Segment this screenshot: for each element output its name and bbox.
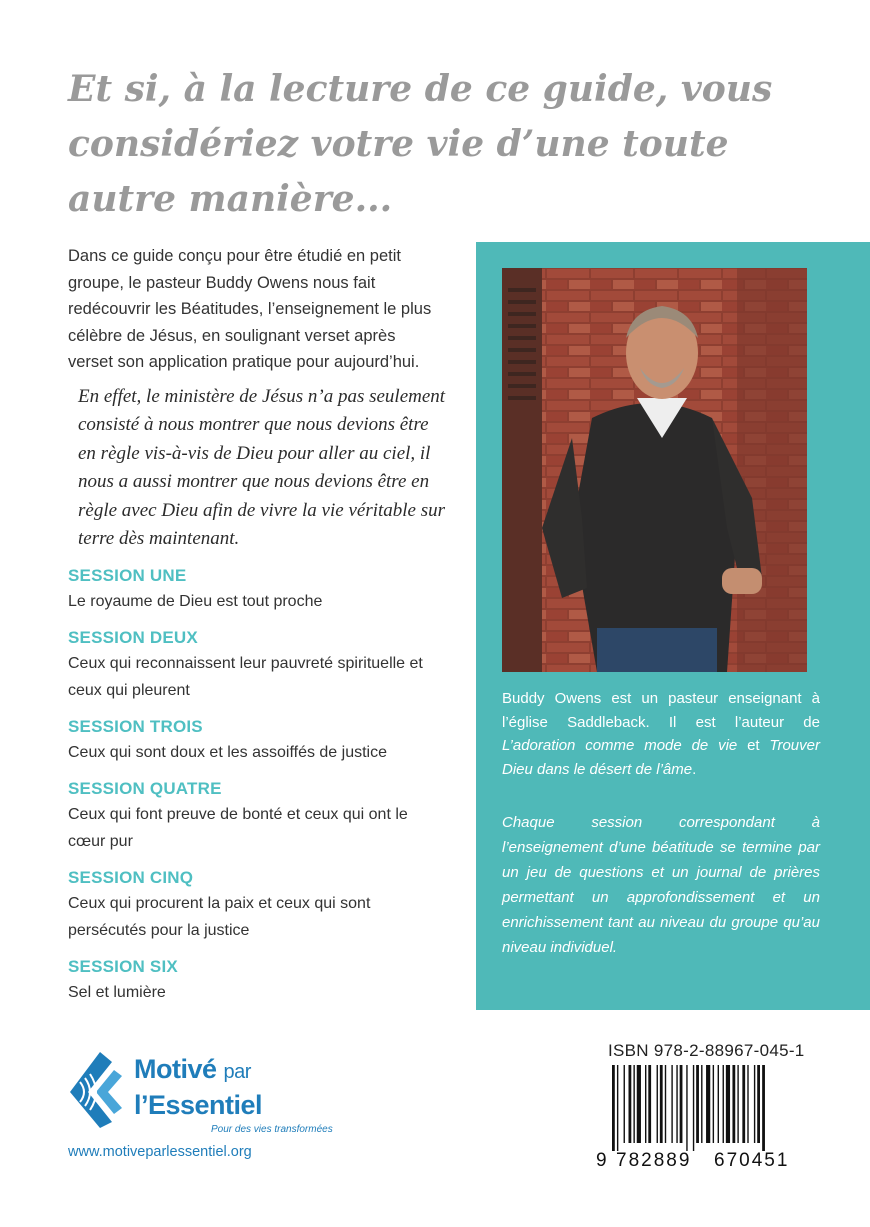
barcode-bar [701,1065,702,1143]
session-title: SESSION SIX [68,956,178,976]
barcode-bar [747,1065,748,1143]
pull-quote: En effet, le ministère de Jésus n’a pas seulement consisté à nous montrer que nous devions être en règle vis-à-vis de Dieu pour aller au ciel, il nous a aussi montrer que nous devions être en règle avec Dieu afin de vivre la vie véritable sur terre dès maintenant. [78,385,446,549]
barcode-bar [754,1065,755,1143]
barcode-bar [624,1065,625,1143]
barcode-bar [762,1065,765,1151]
barcode-digits-right: 670451 [714,1150,790,1171]
barcode-bar [633,1065,634,1143]
session-item [68,779,443,855]
barcode-bar [629,1065,632,1143]
author-photo-illustration [502,268,807,672]
barcode-bar [657,1065,658,1143]
publisher-logo-icon [66,1048,132,1128]
barcode-bar [693,1065,694,1151]
barcode-bar [718,1065,719,1143]
publisher-name-part: par [223,1061,251,1083]
session-description: Le royaume de Dieu est tout proche [68,592,323,610]
session-description: Ceux qui procurent la paix et ceux qui sont persécutés pour la justice [68,894,371,939]
session-item [68,566,443,615]
barcode-bar [696,1065,699,1143]
description-column [68,243,446,1019]
bio-text: et [737,737,770,754]
session-list [68,566,443,1006]
author-panel [476,242,870,1010]
barcode-bar [671,1065,672,1143]
barcode-bar [637,1065,641,1143]
barcode-bar [713,1065,714,1143]
author-photo [502,268,807,672]
session-description: Ceux qui reconnaissent leur pauvreté spirituelle et ceux qui pleurent [68,654,423,699]
barcode-bar [742,1065,745,1143]
session-item [68,868,443,944]
barcode-bar [706,1065,710,1143]
barcode-bar [645,1065,646,1143]
barcode [596,1063,816,1173]
session-item [68,957,443,1006]
barcode-bar [612,1065,615,1151]
session-title: SESSION DEUX [68,627,198,647]
author-bio [502,687,820,781]
session-note: Chaque session correspondant à l’enseignement d’une béatitude se termine par un jeu de questions et un journal de prières permettant un approfondissement et un enrichissement tant au niveau du groupe qu’au niveau individuel. [502,814,820,956]
session-title: SESSION CINQ [68,867,194,887]
publisher-tagline: Pour des vies transformées [211,1124,333,1135]
barcode-bar [757,1065,760,1143]
barcode-bar [723,1065,724,1143]
book-title: L’adoration comme mode de vie [502,737,738,754]
bio-text: Buddy Owens est un pasteur enseignant à l’église Saddleback. Il est l’auteur de [502,690,820,731]
barcode-digit-first: 9 [596,1150,607,1171]
barcode-bar [665,1065,666,1143]
publisher-name [134,1054,251,1085]
book-title: Trouver Dieu dans le désert de l’âme [502,737,820,778]
barcode-bar [617,1065,618,1151]
session-item [68,717,443,766]
barcode-bar [726,1065,730,1143]
isbn-label: ISBN 978-2-88967-045-1 [608,1041,805,1060]
barcode-digits-left: 782889 [616,1150,692,1171]
barcode-bar [680,1065,683,1143]
barcode-bar [648,1065,651,1143]
session-description: Ceux qui font preuve de bonté et ceux qui ont le cœur pur [68,805,408,850]
session-item [68,628,443,704]
session-description: Sel et lumière [68,983,166,1001]
intro-paragraph: Dans ce guide conçu pour être étudié en petit groupe, le pasteur Buddy Owens nous fait redécouvrir les Béatitudes, l’enseignement le plus célèbre de Jésus, en soulignant verset après verset son application pratique pour aujourd’hui. [68,247,432,371]
barcode-bar [660,1065,663,1143]
publisher-logo [66,1048,333,1135]
barcode-bar [737,1065,738,1143]
session-title: SESSION UNE [68,565,187,585]
session-title: SESSION QUATRE [68,778,222,798]
publisher-name-part: Motivé [134,1054,217,1084]
publisher-name-line2: l’Essentiel [134,1090,263,1120]
barcode-bar [732,1065,735,1143]
barcode-bar [676,1065,677,1143]
barcode-bar [686,1065,687,1151]
session-title: SESSION TROIS [68,716,203,736]
headline: Et si, à la lecture de ce guide, vous considériez votre vie d’une toute autre manière... [68,68,773,220]
bio-text: . [692,760,697,778]
session-description: Ceux qui sont doux et les assoiffés de justice [68,743,387,761]
publisher-website-link[interactable]: www.motiveparlessentiel.org [68,1144,252,1160]
